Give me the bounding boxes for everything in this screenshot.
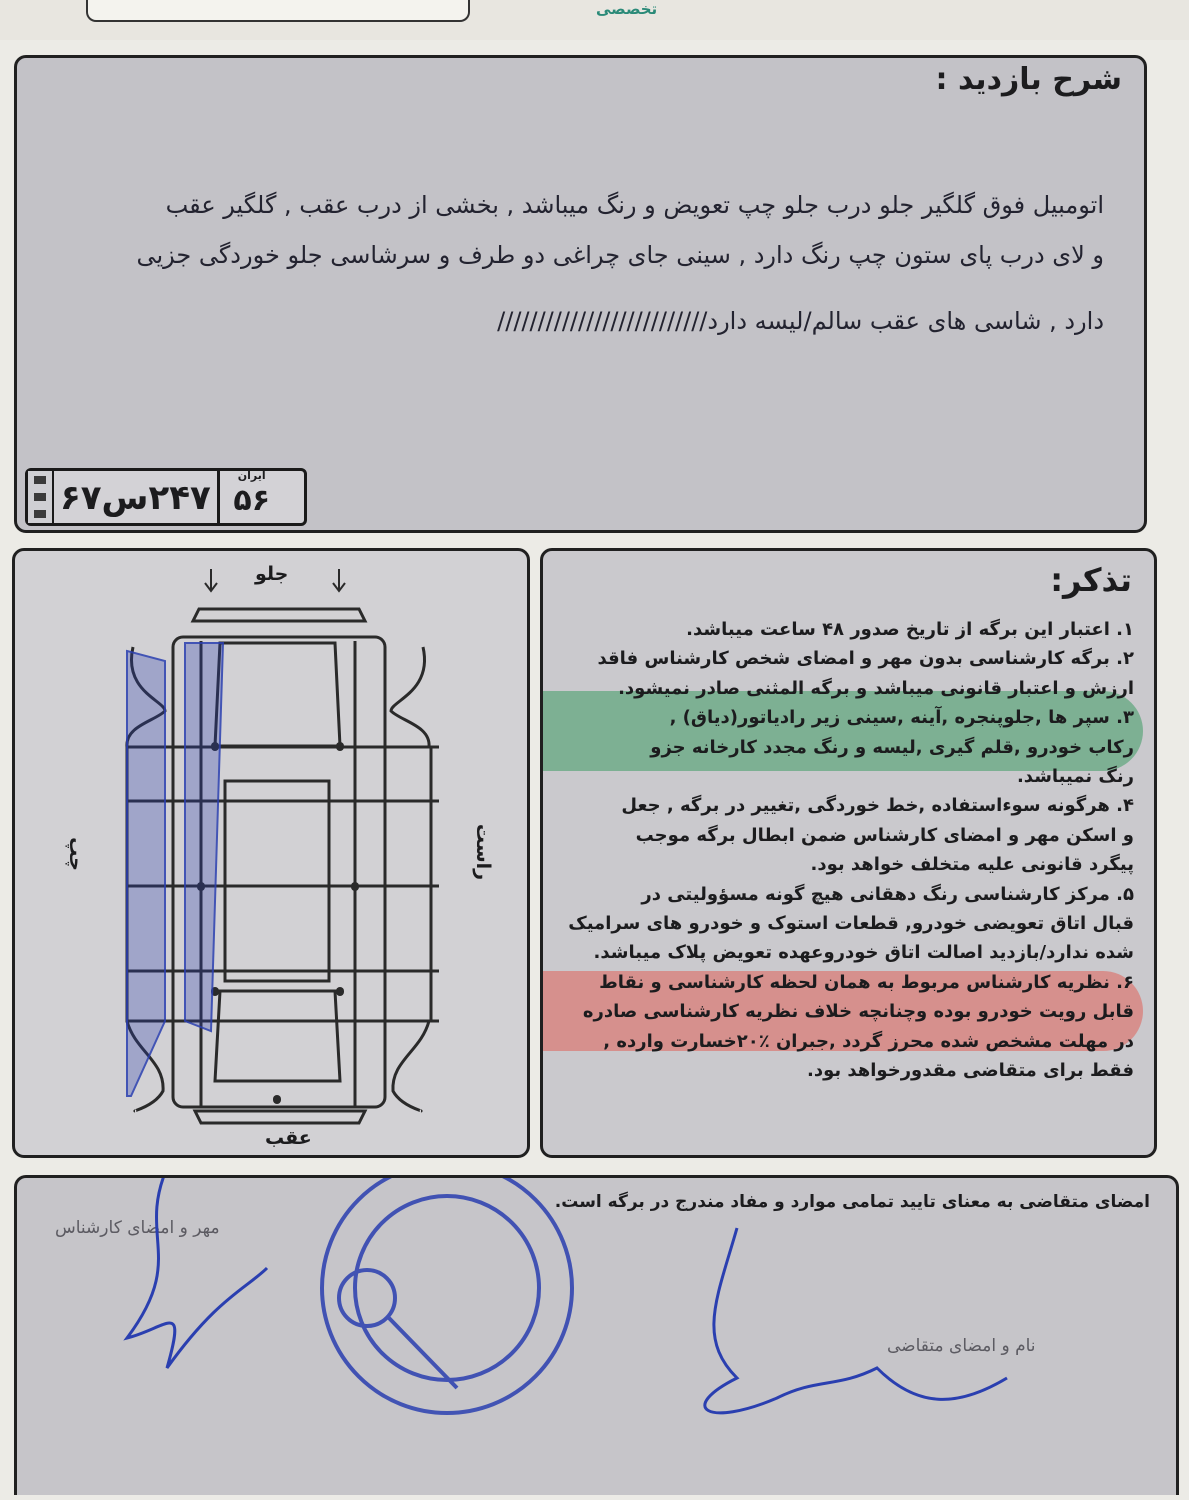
license-plate (25, 468, 307, 526)
notes-title: تذکر: (1050, 561, 1132, 599)
note-line: رنگ نمیباشد. (1016, 766, 1134, 788)
plate-flag-icon (28, 471, 54, 523)
note-line: ۴. هرگونه سوءاستفاده ,خط خوردگی ,تغییر در برگه , جعل (621, 795, 1134, 817)
description-line: و لای درب پای ستون چپ رنگ دارد , سینی جای چراغی دو طرف و سرشاسی جلو خوردگی جزیی (136, 241, 1104, 269)
notes-text (555, 615, 1134, 1086)
signatures-and-stamp (17, 1178, 1182, 1498)
description-line: اتومبیل فوق گلگیر جلو درب جلو چپ تعویض و رنگ میباشد , بخشی از درب عقب , گلگیر عقب (165, 191, 1104, 219)
stamp-icon (322, 1178, 572, 1413)
plate-region-number: ۵۶ (233, 483, 271, 518)
expert-signature-label: مهر و امضای کارشناس (55, 1218, 220, 1238)
note-line: قابل رویت خودرو بوده وچنانچه خلاف نظریه کارشناسی صادره (582, 1001, 1134, 1023)
note-line: ارزش و اعتبار قانونی میباشد و برگه المثنی صادر نمیشود. (618, 677, 1134, 699)
note-line: قبال اتاق تعویضی خودرو, قطعات استوک و خودرو های سرامیک (568, 913, 1134, 935)
notes-panel (540, 548, 1157, 1158)
diagram-rear-label: عقب (265, 1127, 312, 1149)
note-line: ۶. نظریه کارشناس مربوط به همان لحظه کارشناسی و نقاط (599, 971, 1134, 993)
applicant-signature-label: نام و امضای متقاضی (887, 1336, 1036, 1356)
description-line: دارد , شاسی های عقب سالم/لیسه دارد////////////////////////// (497, 307, 1104, 335)
note-line: ۳. سپر ها ,جلوپنجره ,آینه ,سینی زیر رادیاتور(دیاق) , (669, 707, 1134, 729)
plate-region (217, 471, 284, 523)
expert-signature-icon (127, 1178, 267, 1368)
description-title: شرح بازدید : (935, 62, 1122, 97)
signature-panel (14, 1175, 1179, 1495)
top-strip (0, 0, 1189, 40)
header-tab (86, 0, 470, 22)
inspection-description-panel (14, 55, 1147, 533)
signature-caption: امضای متقاضی به معنای تایید تمامی موارد و مفاد مندرج در برگه است. (554, 1192, 1150, 1212)
note-line: پیگرد قانونی علیه متخلف خواهد بود. (810, 854, 1134, 876)
note-line: ۲. برگه کارشناسی بدون مهر و امضای شخص کارشناس فاقد (597, 648, 1134, 670)
car-body-diagram-icon (15, 551, 527, 1155)
note-line: ۵. مرکز کارشناسی رنگ دهقانی هیچ گونه مسؤولیتی در (641, 883, 1134, 905)
diagram-front-label: جلو (255, 563, 289, 585)
plate-region-label: ایران (237, 469, 266, 482)
car-diagram-panel (12, 548, 530, 1158)
note-line: در مهلت مشخص شده محرز گردد ,جبران ٪۲۰خسارت وارده , (603, 1030, 1134, 1052)
header-tag: تخصصی (596, 0, 658, 18)
plate-number: ۲۴۷س۶۷ (60, 478, 211, 518)
note-line: ۱. اعتبار این برگه از تاریخ صدور ۴۸ ساعت میباشد. (686, 619, 1134, 640)
applicant-signature-icon (705, 1228, 1007, 1413)
note-line: شده ندارد/بازدید اصالت اتاق خودروعهده تعویض پلاک میباشد. (593, 942, 1134, 964)
description-text (17, 176, 1104, 350)
note-line: رکاب خودرو ,قلم گیری ,لیسه و رنگ مجدد کارخانه جزو (650, 736, 1134, 758)
diagram-left-label: چپ (64, 837, 87, 871)
note-line: فقط برای متقاضی مقدورخواهد بود. (807, 1060, 1134, 1082)
diagram-right-label: راست (472, 823, 495, 881)
note-line: و اسکن مهر و امضای کارشناس ضمن ابطال برگه موجب (635, 824, 1134, 846)
